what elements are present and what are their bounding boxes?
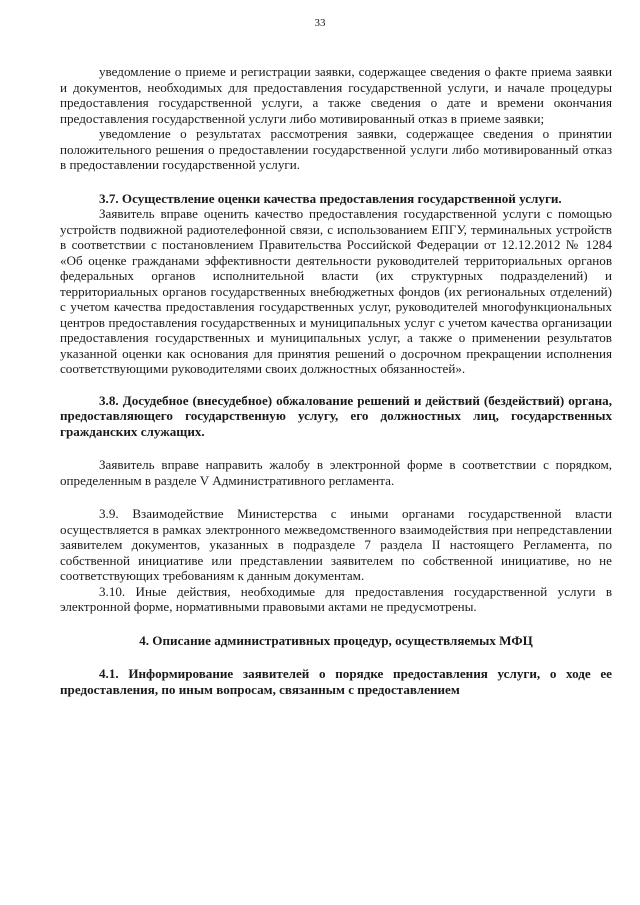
spacer — [60, 173, 612, 191]
spacer — [60, 615, 612, 633]
page-number: 33 — [314, 17, 326, 29]
paragraph-complaint: Заявитель вправе направить жалобу в электронной форме в соответствии с порядком, определенным в разделе V Административного регламента. — [60, 457, 612, 488]
paragraph-3-9: 3.9. Взаимодействие Министерства с иными органами государственной власти осуществляется в рамках электронного межведомственного взаимодействия при непредставлении заявителем документов, указанных в подразделе 7 раздела II настоящего Регламента, по собственной инициативе или представлении заявителем по собственной инициативе, но не соответствующих требованиям к данным документам. — [60, 506, 612, 583]
spacer — [60, 439, 612, 457]
spacer — [60, 377, 612, 393]
heading-3-7: 3.7. Осуществление оценки качества предоставления государственной услуги. — [99, 190, 562, 206]
spacer — [60, 648, 612, 666]
paragraph-3-10: 3.10. Иные действия, необходимые для предоставления государственной услуги в электронной форме, нормативными правовыми актами не предусмотрены. — [60, 583, 612, 614]
heading-3-8: 3.8. Досудебное (внесудебное) обжалование решений и действий (бездействий) органа, предоставляющего государственную услугу, его должностных лиц, государственных гражданских служащих. — [60, 392, 612, 439]
document-body — [60, 64, 612, 697]
paragraph-notification-result: уведомление о результатах рассмотрения заявки, содержащее сведения о принятии положительного решения о предоставлении государственной услуги либо мотивированный отказ в предоставлении государственной услуги. — [60, 126, 612, 172]
spacer — [60, 488, 612, 506]
paragraph-quality-assessment: Заявитель вправе оценить качество предоставления государственной услуги с помощью устройств подвижной радиотелефонной связи, с использованием ЕПГУ, терминальных устройств в соответствии с постановлением Правительства Российской Федерации от 12.12.2012 № 1284 «Об оценке гражданами эффективности деятельности руководителей территориальных органов федеральных органов исполнительной власти (их структурных подразделений) и территориальных органов государственных внебюджетных фондов (их региональных отделений) с учетом качества предоставления государственных услуг, руководителей многофункциональных центров предоставления государственных и муниципальных услуг с учетом качества организации предоставления государственных и муниципальных услуг, а также о применении результатов указанной оценки как основания для принятия решений о досрочном прекращении исполнения соответствующими руководителями своих должностных обязанностей». — [60, 206, 612, 376]
heading-section-4: 4. Описание административных процедур, осуществляемых МФЦ — [139, 632, 533, 648]
heading-4-1: 4.1. Информирование заявителей о порядке предоставления услуги, о ходе ее предоставления, по иным вопросам, связанным с предоставлением — [60, 666, 612, 697]
paragraph-notification-receipt: уведомление о приеме и регистрации заявки, содержащее сведения о факте приема заявки и документов, необходимых для предоставления государственной услуги, и начале процедуры предоставления государственной услуги, а также сведения о дате и времени окончания предоставления государственной услуги либо мотивированный отказ в приеме заявки; — [60, 64, 612, 126]
